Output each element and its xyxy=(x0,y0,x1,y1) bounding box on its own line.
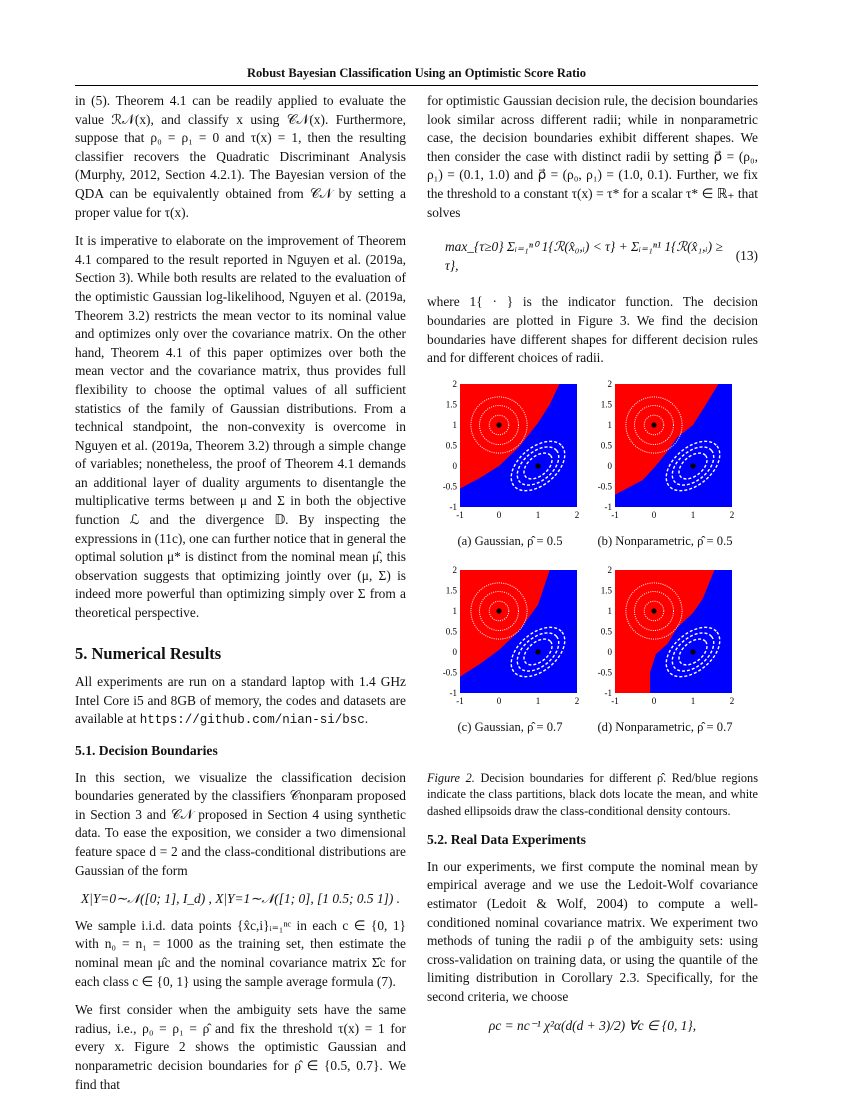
y-tick-label: 0 xyxy=(607,460,612,471)
x-tick-label: 2 xyxy=(574,509,580,520)
figure-2 xyxy=(427,378,758,770)
y-tick-label: -1 xyxy=(449,687,457,698)
y-tick-label: 1 xyxy=(607,419,612,430)
paragraph: In our experiments, we first compute the nominal mean by empirical average and we use the Ledoit-Wolf covariance estimator (Ledoit & Wolf, 2004) to compute a well-conditioned nominal covariance matrix. We experiment two methods of tuning the radii ρ of the ambiguity sets: using cross-validation on training data, or using the quantile of the limiting distribution in Corollary 2.3. Specifically, for the second criteria, we choose xyxy=(427,858,758,1004)
text: All experiments are run on a standard laptop with 1.4 GHz Intel Core i5 and 8GB of memory, the codes and datasets are available at xyxy=(75,674,406,727)
y-tick-label: 2 xyxy=(607,378,612,389)
y-tick-label: 1.5 xyxy=(600,399,612,410)
subplot-caption: (b) Nonparametric, ρ̂ = 0.5 xyxy=(597,533,733,548)
figure-caption xyxy=(427,770,758,820)
paragraph: for optimistic Gaussian decision rule, the decision boundaries look similar across different radii; while in nonparametric case, the decision boundaries exhibit different shapes. We then consider the case with distinct radii by setting ρ⃗ = (ρ₀, ρ₁) = (0.1, 1.0) and ρ⃗ = (ρ₀, ρ₁) = (1.0, 0.1). Further, we fix the threshold to a constant τ(x) = τ* for a scalar τ* ∈ ℝ₊ that solves xyxy=(427,93,758,220)
y-tick-label: 0.5 xyxy=(600,626,612,637)
github-link[interactable]: https://github.com/nian-si/bsc xyxy=(139,713,365,728)
y-tick-label: 1.5 xyxy=(445,585,457,596)
x-tick-label: 1 xyxy=(535,509,541,520)
y-tick-label: 0 xyxy=(607,646,612,657)
x-tick-label: -1 xyxy=(611,509,619,520)
decision-boundary-plot xyxy=(430,564,590,716)
paragraph: in (5). Theorem 4.1 can be readily applied to evaluate the value ℛ𝒩(x), and classify x using 𝒞𝒩(x). Furthermore, suppose that ρ₀ = ρ₁ = 0 and τ(x) = 1, then the resulting classifier recovers the Quadratic Discriminant Analysis (Murphy, 2012, Section 4.2.1). The Bayesian version of the QDA can be equivalently obtained from 𝒞𝒩 by setting a proper value for τ(x). xyxy=(75,93,406,220)
mean-dot xyxy=(535,463,540,468)
y-tick-label: -0.5 xyxy=(442,667,457,678)
y-tick-label: 0.5 xyxy=(600,440,612,451)
x-tick-label: 1 xyxy=(535,695,541,706)
x-tick-label: 0 xyxy=(651,695,657,706)
y-tick-label: 2 xyxy=(607,564,612,575)
subplot-c xyxy=(430,564,590,737)
y-tick-label: -1 xyxy=(604,501,612,512)
y-tick-label: 0 xyxy=(452,646,457,657)
x-tick-label: 1 xyxy=(690,509,696,520)
x-tick-label: 2 xyxy=(729,695,735,706)
equation-number: (13) xyxy=(735,248,758,264)
running-header: Robust Bayesian Classification Using an Optimistic Score Ratio xyxy=(75,64,758,86)
subsection-heading: 5.1. Decision Boundaries xyxy=(75,743,218,758)
subplot-caption: (a) Gaussian, ρ̂ = 0.5 xyxy=(457,533,563,548)
mean-dot xyxy=(651,422,656,427)
subplot-a xyxy=(430,378,590,551)
y-tick-label: -0.5 xyxy=(442,481,457,492)
subsection-heading: 5.2. Real Data Experiments xyxy=(427,832,586,848)
paragraph: It is imperative to elaborate on the improvement of Theorem 4.1 compared to the result reported in Nguyen et al. (2019a, Section 3). While both results are related to the evaluation of the optimistic Gaussian log-likelihood, Nguyen et al. (2019a, Theorem 3.2) restricts the mean vector to its nominal value and optimizes only over the covariance matrix. On the other hand, Theorem 4.1 of this paper optimizes over both the mean vector and the covariance matrix, thus provides full flexibility to choose the optimal values of all sufficient statistics of the family of Gaussian distributions. From a technical standpoint, the non-convexity is overcome in Nguyen et al. (2019a, Theorem 3.2) through a simple change of variables; nonetheless, the proof of Theorem 4.1 demands an additional layer of duality arguments to disentangle the multiplicative terms between μ and Σ in both the objective function ℒ and the divergence 𝔻. By inspecting the expressions in (11c), one can further notice that in general the optimal solution μ* is distinct from the nominal mean μ̂, this observation suggests that optimizing jointly over (μ, Σ) is indeed more powerful than optimizing simply over Σ from a theoretical perspective. xyxy=(75,233,406,621)
y-tick-label: 1 xyxy=(452,419,457,430)
y-tick-label: -1 xyxy=(449,501,457,512)
mean-dot xyxy=(651,608,656,613)
y-tick-label: -0.5 xyxy=(597,481,612,492)
y-tick-label: 0 xyxy=(452,460,457,471)
section-heading: 5. Numerical Results xyxy=(75,643,222,663)
decision-boundary-plot xyxy=(585,378,745,530)
mean-dot xyxy=(690,649,695,654)
y-tick-label: 0.5 xyxy=(445,626,457,637)
decision-boundary-plot xyxy=(585,564,745,716)
caption-text: Decision boundaries for different ρ̂. Red/blue regions indicate the class partitions, black dots locate the mean, and white dashed ellipsoids draw the class-conditional density contours. xyxy=(427,770,758,818)
x-tick-label: -1 xyxy=(611,695,619,706)
right-column xyxy=(427,92,758,1043)
text: . xyxy=(364,711,369,727)
x-tick-label: 2 xyxy=(574,695,580,706)
x-tick-label: 0 xyxy=(496,695,502,706)
figure-label: Figure 2. xyxy=(427,770,475,785)
subplot-b xyxy=(585,378,745,551)
mean-dot xyxy=(496,422,501,427)
x-tick-label: -1 xyxy=(456,695,464,706)
equation-body: max_{τ≥0} Σᵢ₌₁ⁿ⁰ 1{ℛ(x̂₀,ᵢ) < τ} + Σᵢ₌₁ⁿ¹ 1{ℛ(x̂₁,ᵢ) ≥ τ}, xyxy=(445,239,723,273)
decision-boundary-plot xyxy=(430,378,590,530)
x-tick-label: -1 xyxy=(456,509,464,520)
y-tick-label: 2 xyxy=(452,378,457,389)
mean-dot xyxy=(535,649,540,654)
mean-dot xyxy=(496,608,501,613)
x-tick-label: 1 xyxy=(690,695,696,706)
subplot-caption: (c) Gaussian, ρ̂ = 0.7 xyxy=(457,719,563,734)
y-tick-label: 1 xyxy=(452,605,457,616)
paragraph: We sample i.i.d. data points {x̂c,i}ᵢ₌₁ⁿᶜ in each c ∈ {0, 1} with n₀ = n₁ = 1000 as the training set, then estimate the nominal mean μ̂c and the nominal covariance matrix Σ̂c for each class c ∈ {0, 1} using the sample average formula (7). xyxy=(75,917,406,989)
subplot-d xyxy=(585,564,745,737)
y-tick-label: 1.5 xyxy=(600,585,612,596)
y-tick-label: -1 xyxy=(604,687,612,698)
y-tick-label: 0.5 xyxy=(445,440,457,451)
equation-radius: ρc = nc⁻¹ χ²α(d(d + 3)/2) ∀c ∈ {0, 1}, xyxy=(488,1017,697,1033)
left-column xyxy=(75,92,406,1104)
paragraph: where 1{ · } is the indicator function. The decision boundaries are plotted in Figure 3. We find the decision boundaries have different shapes for different decision rules and for different choices of radii. xyxy=(427,294,758,366)
equation-gaussian: X|Y=0∼𝒩([0; 1], I_d) , X|Y=1∼𝒩([1; 0], [1 0.5; 0.5 1]) . xyxy=(80,891,401,907)
x-tick-label: 0 xyxy=(651,509,657,520)
paragraph: We first consider when the ambiguity sets have the same radius, i.e., ρ₀ = ρ₁ = ρ̂ and fix the threshold τ(x) = 1 for every x. Figure 2 shows the optimistic Gaussian and nonparametric decision boundaries for ρ̂ ∈ {0.5, 0.7}. We find that xyxy=(75,1002,406,1092)
paragraph: In this section, we visualize the classification decision boundaries generated by the classifiers 𝒞nonparam proposed in Section 3 and 𝒞𝒩 proposed in Section 4 using synthetic data. To ease the exposition, we consider a two dimensional feature space d = 2 and the class-conditional distributions are Gaussian of the form xyxy=(75,769,406,878)
x-tick-label: 2 xyxy=(729,509,735,520)
y-tick-label: 1.5 xyxy=(445,399,457,410)
y-tick-label: -0.5 xyxy=(597,667,612,678)
subplot-caption: (d) Nonparametric, ρ̂ = 0.7 xyxy=(597,719,733,734)
equation-13 xyxy=(427,238,758,275)
paragraph xyxy=(75,673,406,730)
x-tick-label: 0 xyxy=(496,509,502,520)
y-tick-label: 1 xyxy=(607,605,612,616)
mean-dot xyxy=(690,463,695,468)
y-tick-label: 2 xyxy=(452,564,457,575)
